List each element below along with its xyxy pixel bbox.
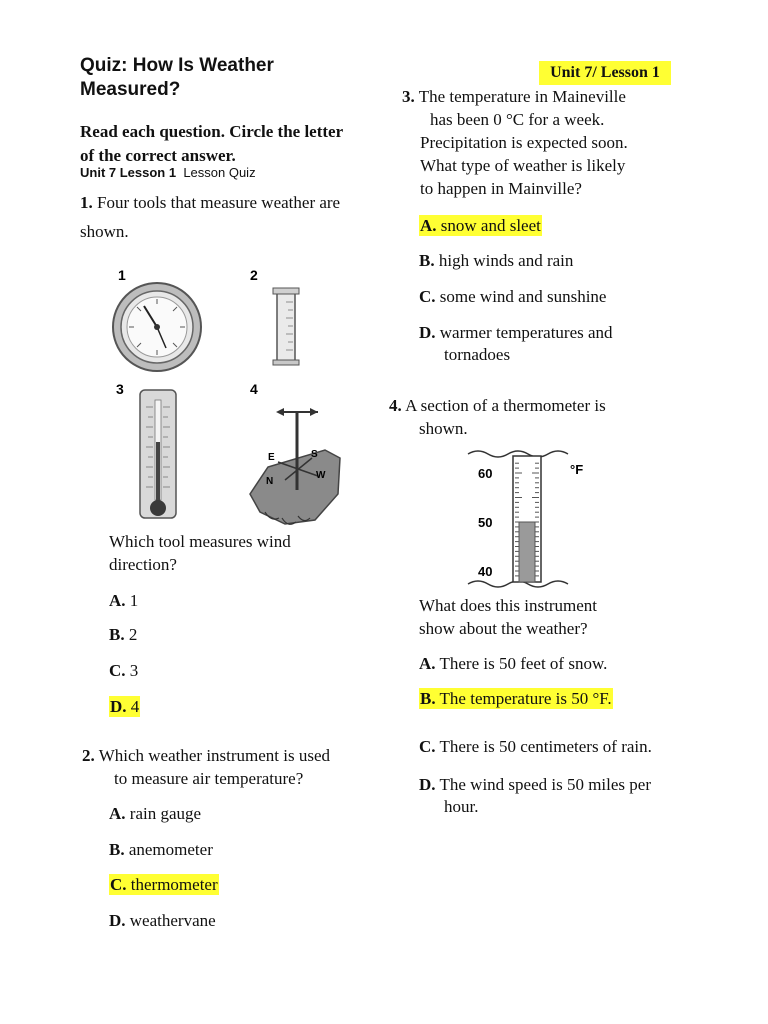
rain-gauge-icon (273, 288, 299, 365)
q4-option-b-letter: B. (420, 689, 436, 708)
unit-label-rest: Lesson Quiz (183, 165, 256, 180)
vane-letter-e: E (268, 452, 275, 463)
figure-label-4: 4 (250, 381, 258, 397)
quiz-title-line1: Quiz: How Is Weather (80, 55, 274, 76)
thermo-label-50: 50 (478, 515, 493, 530)
vane-letter-s: S (311, 449, 318, 460)
q4-option-a[interactable] (419, 653, 607, 675)
q3-option-c[interactable] (419, 286, 606, 308)
question-4-prompt-line2: show about the weather? (419, 619, 588, 638)
instructions-line2: of the correct answer. (80, 146, 236, 165)
question-1-prompt-line1: Which tool measures wind (109, 532, 291, 551)
q4-option-c-letter: C. (419, 737, 436, 756)
thermometer-section-figure (440, 448, 620, 590)
instructions-line1: Read each question. Circle the letter (80, 122, 344, 141)
question-4-prompt-line1: What does this instrument (419, 596, 598, 615)
weather-tools-figure (100, 262, 360, 532)
q3-option-c-letter: C. (419, 287, 436, 306)
thermo-label-40: 40 (478, 564, 493, 579)
q2-option-d-text: weathervane (129, 911, 216, 930)
instructions (80, 120, 380, 168)
question-3-stem (402, 85, 702, 200)
figure-label-2: 2 (250, 267, 258, 283)
q1-option-a[interactable] (109, 590, 138, 612)
q4-option-d-letter: D. (419, 775, 436, 794)
unit-label-bold: Unit 7 Lesson 1 (80, 165, 177, 180)
question-3-number: 3. (402, 87, 415, 106)
q2-option-b-letter: B. (109, 840, 125, 859)
q3-option-d-letter: D. (419, 323, 436, 342)
q2-option-c-highlight (109, 874, 219, 895)
question-1-line1: Four tools that measure weather are (97, 193, 341, 212)
q3-option-a[interactable] (419, 215, 542, 237)
q2-option-c[interactable] (109, 874, 219, 896)
unit-label-left (80, 165, 256, 180)
q1-option-d-text: 4 (130, 697, 140, 716)
q3-option-b-letter: B. (419, 251, 435, 270)
q2-option-d-letter: D. (109, 911, 126, 930)
question-3-line3: Precipitation is expected soon. (420, 133, 628, 152)
vane-letter-n: N (266, 476, 274, 487)
q1-option-b-letter: B. (109, 625, 125, 644)
figure-label-3: 3 (116, 381, 124, 397)
q4-option-b[interactable] (419, 688, 613, 710)
question-1-number: 1. (80, 193, 93, 212)
question-1-line2: shown. (80, 222, 129, 241)
q2-option-a-text: rain gauge (129, 804, 202, 823)
figure-label-1: 1 (118, 267, 126, 283)
thermo-unit: °F (570, 462, 584, 477)
q1-option-b-text: 2 (128, 625, 138, 644)
q3-option-a-text: snow and sleet (440, 216, 541, 235)
vane-letter-w: W (316, 470, 326, 481)
question-4-prompt (419, 594, 679, 640)
q4-option-d-text: The wind speed is 50 miles per (439, 775, 651, 794)
question-4-line1: A section of a thermometer is (405, 396, 606, 415)
q2-option-a[interactable] (109, 803, 201, 825)
question-1-prompt-line2: direction? (109, 555, 177, 574)
q3-option-d[interactable] (419, 322, 613, 366)
q3-option-a-letter: A. (420, 216, 437, 235)
thermo-label-60: 60 (478, 466, 493, 481)
quiz-title-line2: Measured? (80, 79, 181, 100)
q1-option-c-letter: C. (109, 661, 126, 680)
q4-option-c-text: There is 50 centimeters of rain. (439, 737, 652, 756)
q3-option-b[interactable] (419, 250, 573, 272)
q4-option-c[interactable] (419, 736, 652, 758)
unit-label-right: Unit 7/ Lesson 1 (539, 61, 671, 85)
q4-option-d-text2: hour. (444, 797, 479, 816)
thermometer-mercury-column (519, 522, 535, 582)
barometer-icon (113, 283, 201, 371)
q4-option-a-text: There is 50 feet of snow. (439, 654, 608, 673)
question-2-line1: Which weather instrument is used (98, 746, 331, 765)
q4-option-d[interactable] (419, 774, 651, 818)
q4-option-b-text: The temperature is 50 °F. (439, 689, 612, 708)
q2-option-a-letter: A. (109, 804, 126, 823)
q1-option-d-highlight (109, 696, 140, 717)
q1-option-d-letter: D. (110, 697, 127, 716)
q3-option-d-text2: tornadoes (444, 345, 511, 364)
question-3-line2: has been 0 °C for a week. (430, 110, 605, 129)
q2-option-d[interactable] (109, 910, 216, 932)
question-3-line5: to happen in Mainville? (420, 179, 582, 198)
question-1-stem (80, 188, 380, 246)
q3-option-d-text: warmer temperatures and (439, 323, 613, 342)
q1-option-a-letter: A. (109, 591, 126, 610)
quiz-title (80, 54, 330, 102)
q1-option-a-text: 1 (129, 591, 139, 610)
question-2-stem (82, 744, 382, 790)
q3-option-c-text: some wind and sunshine (439, 287, 607, 306)
q2-option-b-text: anemometer (128, 840, 213, 859)
q2-option-c-letter: C. (110, 875, 127, 894)
q3-option-a-highlight (419, 215, 542, 236)
question-3-line4: What type of weather is likely (420, 156, 626, 175)
question-1-prompt (109, 530, 369, 576)
q1-option-b[interactable] (109, 624, 137, 646)
question-2-line2: to measure air temperature? (114, 769, 304, 788)
q1-option-d[interactable] (109, 696, 140, 718)
q3-option-b-text: high winds and rain (438, 251, 574, 270)
question-4-number: 4. (389, 396, 402, 415)
q2-option-b[interactable] (109, 839, 213, 861)
weathervane-icon (250, 408, 340, 524)
q4-option-b-highlight (419, 688, 613, 709)
question-3-line1: The temperature in Maineville (418, 87, 626, 106)
thermometer-icon (140, 390, 176, 518)
question-2-number: 2. (82, 746, 95, 765)
q2-option-c-text: thermometer (130, 875, 218, 894)
q1-option-c-text: 3 (129, 661, 139, 680)
q4-option-a-letter: A. (419, 654, 436, 673)
q1-option-c[interactable] (109, 660, 138, 682)
question-4-stem (389, 394, 709, 440)
question-4-line2: shown. (419, 419, 468, 438)
